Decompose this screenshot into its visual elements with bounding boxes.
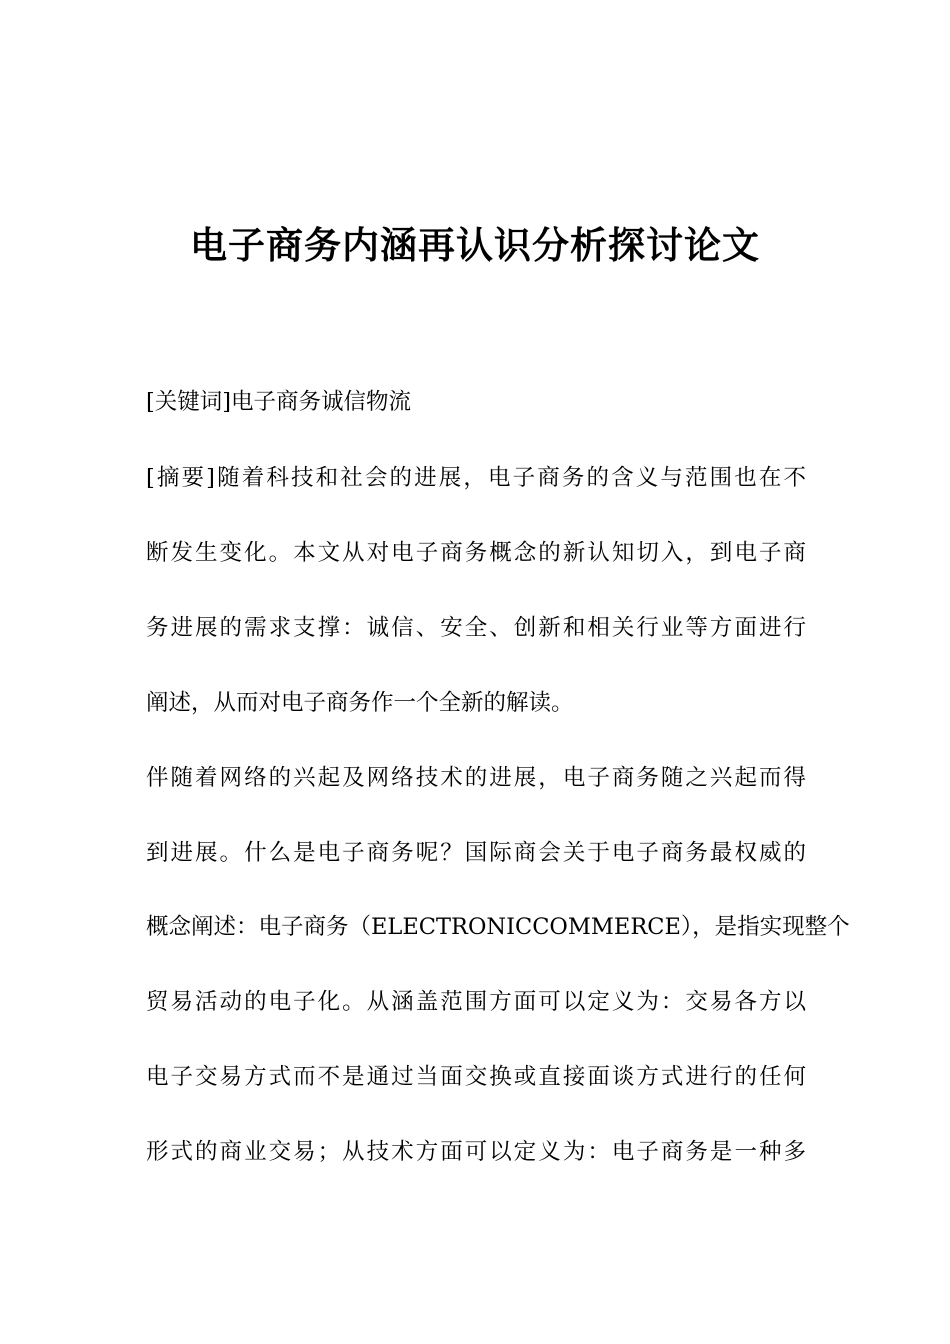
abstract-line-2: 断发生变化。本文从对电子商务概念的新认知切入，到电子商 [146, 540, 806, 566]
body-line-4: 贸易活动的电子化。从涵盖范围方面可以定义为：交易各方以 [146, 989, 806, 1015]
abstract-line-4: 阐述，从而对电子商务作一个全新的解读。 [146, 690, 574, 716]
body-line-1: 伴随着网络的兴起及网络技术的进展，电子商务随之兴起而得 [146, 765, 806, 791]
abstract-line-3: 务进展的需求支撑：诚信、安全、创新和相关行业等方面进行 [146, 615, 806, 641]
body-line-5: 电子交易方式而不是通过当面交换或直接面谈方式进行的任何 [146, 1064, 806, 1090]
keywords-line: [关键词]电子商务诚信物流 [146, 389, 412, 415]
document-title: 电子商务内涵再认识分析探讨论文 [190, 224, 760, 267]
abstract-line-1: [摘要]随着科技和社会的进展，电子商务的含义与范围也在不 [146, 465, 806, 491]
body-line-2: 到进展。什么是电子商务呢？国际商会关于电子商务最权威的 [146, 840, 806, 866]
body-line-3: 概念阐述：电子商务（ELECTRONICCOMMERCE），是指实现整个 [146, 914, 850, 940]
body-line-6: 形式的商业交易；从技术方面可以定义为：电子商务是一种多 [146, 1139, 806, 1165]
